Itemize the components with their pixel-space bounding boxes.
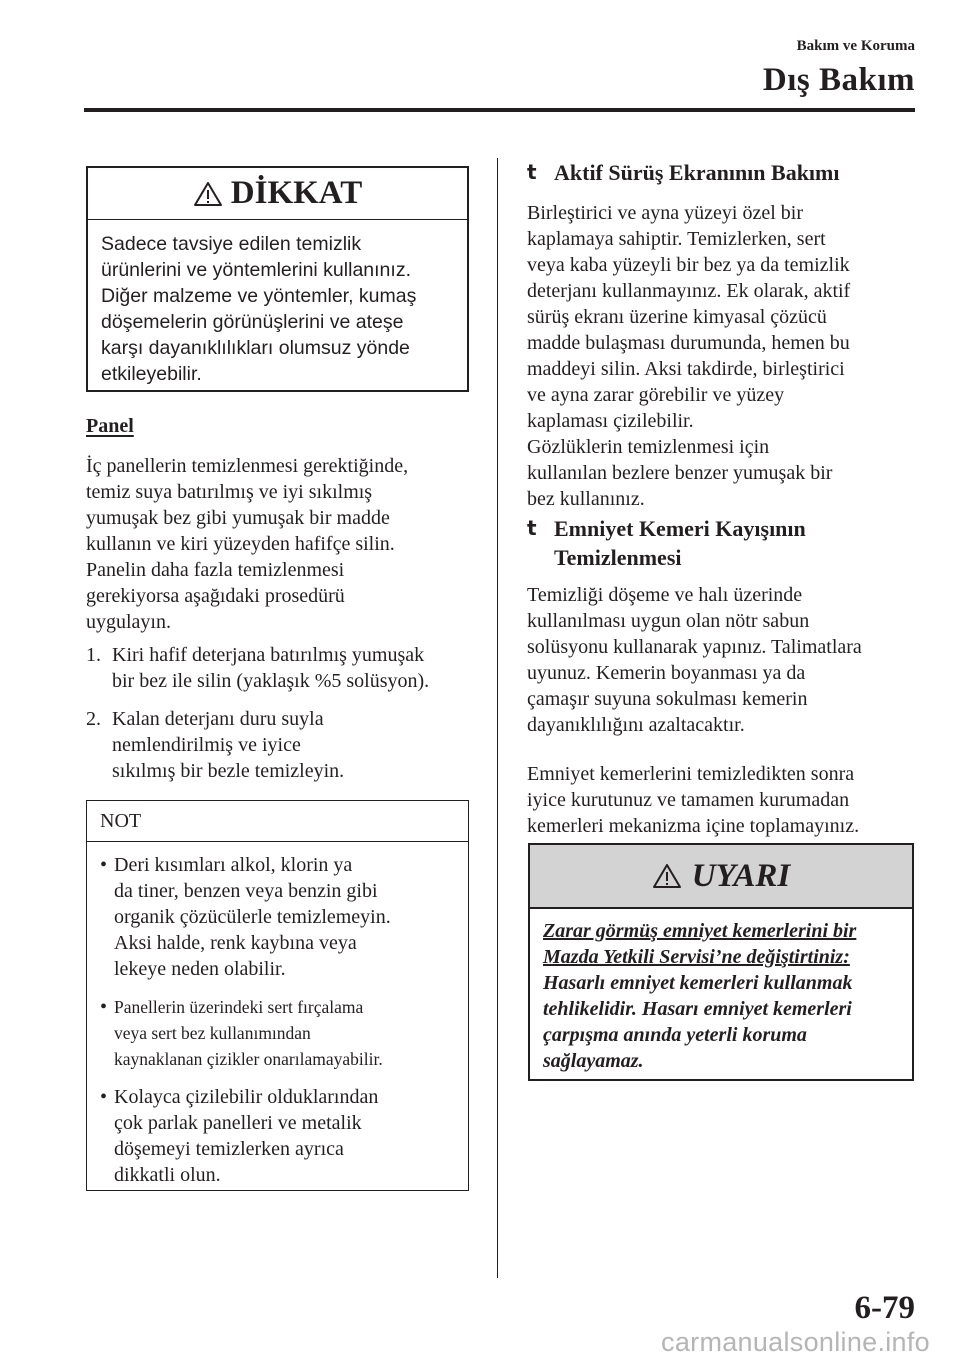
note-line: veya sert bez kullanımından — [114, 1023, 311, 1043]
panel-heading: Panel — [86, 415, 134, 437]
header-rule — [84, 108, 915, 112]
step-line: Kalan deterjanı duru suyla — [112, 708, 324, 730]
caution-text — [88, 220, 467, 387]
paragraph-line: bez kullanınız. — [527, 488, 645, 510]
paragraph-line: ve ayna zarar görebilir ve yüzey — [527, 384, 785, 406]
paragraph-line: kaplamaya sahiptir. Temizlerken, sert — [527, 228, 826, 250]
paragraph-line: veya kaba yüzeyli bir bez ya da temizlik — [527, 254, 850, 276]
paragraph-line: Temizliği döşeme ve halı üzerinde — [527, 584, 803, 606]
note-box — [86, 800, 469, 1191]
paragraph-line: kaplaması çizilebilir. — [527, 410, 694, 432]
note-line: Panellerin üzerindeki sert fırçalama — [114, 997, 364, 1017]
note-header — [87, 801, 468, 842]
paragraph-line: madde bulaşması durumunda, hemen bu — [527, 332, 850, 354]
paragraph-line: İç panellerin temizlenmesi gerektiğinde, — [86, 455, 409, 477]
bullet-icon: • — [100, 1086, 108, 1108]
paragraph-line: kullanın ve kiri yüzeyden hafifçe silin. — [86, 533, 395, 555]
caution-line: karşı dayanıklılıkları olumsuz yönde — [101, 337, 410, 359]
caution-line: döşemelerin görünüşlerini ve ateşe — [101, 311, 404, 333]
note-line: Kolayca çizilebilir olduklarından — [114, 1086, 379, 1108]
watermark-text: carmanualsonline.info — [661, 1327, 930, 1357]
warning-box — [528, 843, 914, 1081]
warning-triangle-icon — [193, 181, 223, 207]
paragraph-line: Birleştirici ve ayna yüzeyi özel bir — [527, 202, 804, 224]
section-heading — [527, 514, 806, 572]
paragraph-line: kullanılan bezlere benzer yumuşak bir — [527, 462, 833, 484]
paragraph-line: Emniyet kemerlerini temizledikten sonra — [527, 763, 855, 785]
note-line: da tiner, benzen veya benzin gibi — [114, 880, 378, 902]
paragraph-line: uygulayın. — [86, 611, 171, 633]
warning-line: Zarar görmüş emniyet kemerlerini bir — [543, 920, 857, 942]
note-line: lekeye neden olabilir. — [114, 958, 286, 980]
section-paragraph — [527, 761, 859, 839]
note-item — [100, 852, 468, 982]
section-heading-line: Emniyet Kemeri Kayışının — [554, 516, 806, 541]
paragraph-line: maddeyi silin. Aksi takdirde, birleştirici — [527, 358, 845, 380]
note-line: Aksi halde, renk kaybına veya — [114, 932, 357, 954]
section-marker: t — [527, 516, 537, 540]
paragraph-line: temiz suya batırılmış ve iyi sıkılmış — [86, 481, 373, 503]
step-number: 2. — [86, 708, 101, 730]
section-paragraph — [527, 200, 850, 512]
note-item — [100, 994, 468, 1072]
note-line: çok parlak panelleri ve metalik — [114, 1112, 362, 1134]
paragraph-line: yumuşak bez gibi yumuşak bir madde — [86, 507, 390, 529]
paragraph-line: iyice kurutunuz ve tamamen kurumadan — [527, 789, 850, 811]
bullet-icon: • — [100, 854, 108, 876]
section-heading-line: Temizlenmesi — [554, 545, 682, 570]
warning-line: çarpışma anında yeterli koruma — [543, 1024, 807, 1046]
caution-line: ürünlerini ve yöntemlerini kullanınız. — [101, 259, 411, 281]
paragraph-line: deterjanı kullanmayınız. Ek olarak, aktif — [527, 280, 851, 302]
note-line: organik çözücülerle temizlemeyin. — [114, 906, 391, 928]
section-marker: t — [527, 160, 537, 184]
column-divider — [497, 158, 498, 1278]
section-label: Bakım ve Koruma — [796, 38, 915, 54]
paragraph-line: kullanılması uygun olan nötr sabun — [527, 610, 810, 632]
page-number: 6-79 — [854, 1290, 915, 1326]
caution-line: Sadece tavsiye edilen temizlik — [101, 233, 362, 255]
caution-title: DİKKAT — [230, 175, 363, 211]
warning-header — [530, 845, 912, 909]
paragraph-line: çamaşır suyuna sokulması kemerin — [527, 688, 808, 710]
warning-line: Hasarlı emniyet kemerleri kullanmak — [543, 972, 853, 994]
caution-box — [86, 166, 469, 392]
warning-line: Mazda Yetkili Servisi’ne değiştirtiniz: — [543, 946, 850, 968]
warning-line: tehlikelidir. Hasarı emniyet kemerleri — [543, 998, 852, 1020]
note-line: Deri kısımları alkol, klorin ya — [114, 854, 353, 876]
caution-line: Diğer malzeme ve yöntemler, kumaş — [101, 285, 417, 307]
note-title: NOT — [100, 809, 142, 832]
paragraph-line: Panelin daha fazla temizlenmesi — [86, 559, 345, 581]
step-line: sıkılmış bir bezle temizleyin. — [112, 760, 345, 782]
caution-header — [88, 168, 467, 220]
warning-title: UYARI — [691, 857, 791, 894]
paragraph-line: dayanıklılığını azaltacaktır. — [527, 714, 745, 736]
note-line: kaynaklanan çizikler onarılamayabilir. — [114, 1049, 383, 1069]
paragraph-line: uyunuz. Kemerin boyanması ya da — [527, 662, 806, 684]
step-line: bir bez ile silin (yaklaşık %5 solüsyon). — [112, 670, 430, 692]
note-line: dikkatli olun. — [114, 1164, 221, 1186]
paragraph-line: sürüş ekranı üzerine kimyasal çözücü — [527, 306, 827, 328]
warning-triangle-icon — [652, 863, 682, 889]
step-line: nemlendirilmiş ve iyice — [112, 734, 301, 756]
warning-line: sağlayamaz. — [543, 1050, 644, 1072]
section-paragraph — [527, 582, 862, 738]
section-heading-text: Aktif Sürüş Ekranının Bakımı — [554, 160, 840, 185]
note-line: döşemeyi temizlerken ayrıca — [114, 1138, 344, 1160]
bullet-icon: • — [100, 996, 108, 1018]
step-line: Kiri hafif deterjana batırılmış yumuşak — [112, 644, 425, 666]
note-item — [100, 1084, 468, 1188]
paragraph-line: solüsyonu kullanarak yapınız. Talimatlara — [527, 636, 862, 658]
step-item — [86, 642, 429, 694]
warning-body — [530, 909, 912, 1074]
step-item — [86, 706, 344, 784]
paragraph-line: Gözlüklerin temizlenmesi için — [527, 436, 770, 458]
caution-line: etkileyebilir. — [101, 363, 202, 385]
paragraph-line: kemerleri mekanizma içine toplamayınız. — [527, 815, 860, 837]
page-title: Dış Bakım — [762, 62, 915, 98]
step-number: 1. — [86, 644, 101, 666]
section-heading — [527, 158, 839, 187]
note-body — [87, 842, 468, 1188]
panel-paragraph — [86, 453, 408, 635]
paragraph-line: gerekiyorsa aşağıdaki prosedürü — [86, 585, 345, 607]
